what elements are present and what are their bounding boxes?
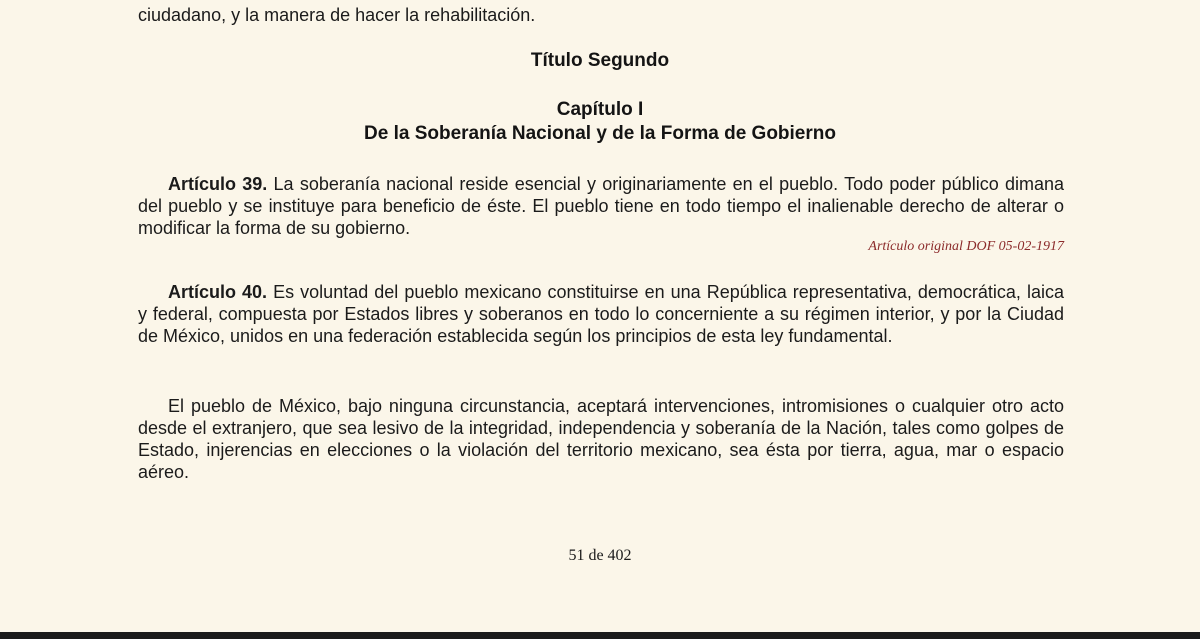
article-39-reform-note: Artículo original DOF 05-02-1917 [868,239,1064,254]
title-heading: Título Segundo [530,50,670,71]
article-39-text: La soberanía nacional reside esencial y originariamente en el pueblo. Todo poder público dimana del pueblo y se instituye para beneficio de éste. El pueblo tiene en todo tiempo el inalienable derecho de alterar o modificar la forma de su gobierno. [138,174,1064,238]
article-40-text: Es voluntad del pueblo mexicano constituirse en una República representativa, democrática, laica y federal, compuesta por Estados libres y soberanos en todo lo concerniente a su régimen interior, y por la Ciudad de México, unidos en una federación establecida según los principios de esta ley fundamental. [138,282,1064,346]
article-39-paragraph [138,173,1064,239]
chapter-name-heading: De la Soberanía Nacional y de la Forma de Gobierno [364,123,836,144]
article-40-paragraph [138,281,1064,347]
article-40-paragraph-2: El pueblo de México, bajo ninguna circunstancia, aceptará intervenciones, intromisiones o cualquier otro acto desde el extranjero, que sea lesivo de la integridad, independencia y soberanía de la Nación, tales como golpes de Estado, injerencias en elecciones o la violación del territorio mexicano, sea ésta por tierra, agua, mar o espacio aéreo. [138,396,1064,482]
article-39-label: Artículo 39. [168,174,268,194]
previous-article-last-line: ciudadano, y la manera de hacer la rehabilitación. [138,5,536,25]
page-number: 51 de 402 [568,547,632,564]
article-40-label: Artículo 40. [168,282,268,302]
chapter-heading: Capítulo I [556,99,644,120]
